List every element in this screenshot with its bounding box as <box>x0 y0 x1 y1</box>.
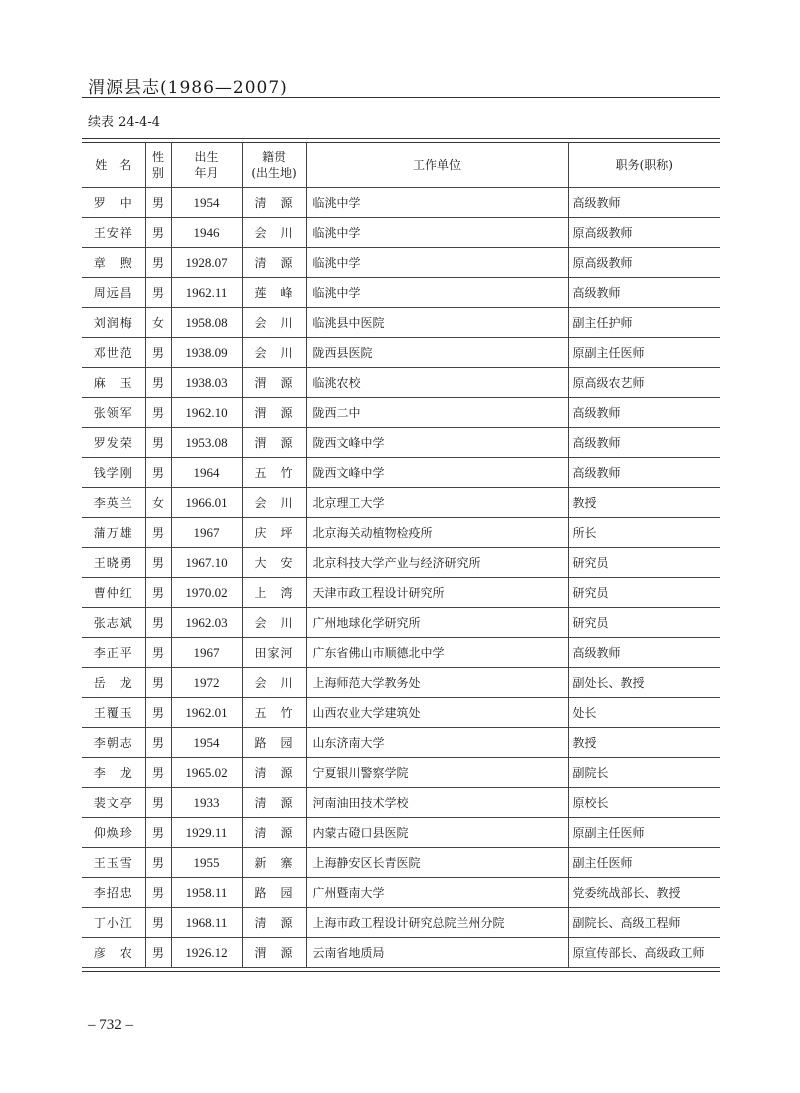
table-row <box>82 608 720 638</box>
table-row <box>82 188 720 218</box>
cell-birth: 1972 <box>171 668 242 698</box>
personnel-table <box>82 142 720 968</box>
cell-birth: 1962.10 <box>171 398 242 428</box>
table-row <box>82 578 720 608</box>
cell-title: 原副主任医师 <box>568 818 720 848</box>
table-row <box>82 698 720 728</box>
cell-birth: 1958.08 <box>171 308 242 338</box>
table-body <box>82 188 720 968</box>
cell-name: 岳 龙 <box>82 668 145 698</box>
table-row <box>82 818 720 848</box>
cell-sex: 男 <box>145 698 171 728</box>
cell-name: 李招忠 <box>82 878 145 908</box>
cell-title: 教授 <box>568 488 720 518</box>
table-row <box>82 668 720 698</box>
cell-sex: 女 <box>145 308 171 338</box>
cell-unit: 广东省佛山市顺德北中学 <box>306 638 568 668</box>
cell-title: 高级教师 <box>568 188 720 218</box>
cell-origin: 上 湾 <box>242 578 306 608</box>
cell-unit: 上海静安区长青医院 <box>306 848 568 878</box>
cell-origin: 清 源 <box>242 908 306 938</box>
column-header-birth: 出生 年月 <box>171 143 242 188</box>
cell-sex: 男 <box>145 788 171 818</box>
cell-unit: 河南油田技术学校 <box>306 788 568 818</box>
table-row <box>82 518 720 548</box>
cell-origin: 会 川 <box>242 338 306 368</box>
cell-title: 副处长、教授 <box>568 668 720 698</box>
cell-unit: 临洮农校 <box>306 368 568 398</box>
cell-name: 蒲万雄 <box>82 518 145 548</box>
cell-title: 处长 <box>568 698 720 728</box>
table-bottom-rule <box>82 971 720 972</box>
cell-birth: 1946 <box>171 218 242 248</box>
cell-unit: 临洮中学 <box>306 278 568 308</box>
cell-sex: 男 <box>145 938 171 968</box>
cell-birth: 1962.01 <box>171 698 242 728</box>
table-row <box>82 548 720 578</box>
cell-name: 李 龙 <box>82 758 145 788</box>
cell-sex: 男 <box>145 428 171 458</box>
table-row <box>82 278 720 308</box>
cell-birth: 1938.03 <box>171 368 242 398</box>
cell-origin: 会 川 <box>242 218 306 248</box>
cell-title: 高级教师 <box>568 458 720 488</box>
cell-sex: 男 <box>145 668 171 698</box>
cell-sex: 男 <box>145 848 171 878</box>
table-row <box>82 368 720 398</box>
cell-name: 王覆玉 <box>82 698 145 728</box>
cell-unit: 山东济南大学 <box>306 728 568 758</box>
cell-origin: 五 竹 <box>242 458 306 488</box>
cell-name: 丁小江 <box>82 908 145 938</box>
cell-title: 副院长 <box>568 758 720 788</box>
cell-unit: 北京科技大学产业与经济研究所 <box>306 548 568 578</box>
cell-name: 钱学刚 <box>82 458 145 488</box>
table-row <box>82 758 720 788</box>
cell-origin: 莲 峰 <box>242 278 306 308</box>
cell-origin: 清 源 <box>242 248 306 278</box>
cell-title: 原宣传部长、高级政工师 <box>568 938 720 968</box>
cell-title: 高级教师 <box>568 638 720 668</box>
table-row <box>82 878 720 908</box>
cell-sex: 男 <box>145 908 171 938</box>
table-row <box>82 338 720 368</box>
cell-sex: 女 <box>145 488 171 518</box>
cell-birth: 1954 <box>171 188 242 218</box>
cell-origin: 清 源 <box>242 758 306 788</box>
cell-unit: 云南省地质局 <box>306 938 568 968</box>
cell-unit: 天津市政工程设计研究所 <box>306 578 568 608</box>
cell-title: 副主任医师 <box>568 848 720 878</box>
cell-sex: 男 <box>145 578 171 608</box>
table-row <box>82 398 720 428</box>
page-header-title: 渭源县志(1986—2007) <box>88 78 288 98</box>
cell-name: 李朝志 <box>82 728 145 758</box>
cell-unit: 陇西文峰中学 <box>306 428 568 458</box>
cell-name: 王晓勇 <box>82 548 145 578</box>
cell-title: 研究员 <box>568 608 720 638</box>
cell-origin: 路 园 <box>242 878 306 908</box>
cell-birth: 1933 <box>171 788 242 818</box>
cell-birth: 1926.12 <box>171 938 242 968</box>
cell-origin: 渭 源 <box>242 398 306 428</box>
cell-birth: 1955 <box>171 848 242 878</box>
cell-birth: 1954 <box>171 728 242 758</box>
cell-origin: 田家河 <box>242 638 306 668</box>
cell-title: 原副主任医师 <box>568 338 720 368</box>
cell-unit: 内蒙古磴口县医院 <box>306 818 568 848</box>
cell-birth: 1958.11 <box>171 878 242 908</box>
cell-name: 王安祥 <box>82 218 145 248</box>
cell-origin: 大 安 <box>242 548 306 578</box>
cell-birth: 1967 <box>171 518 242 548</box>
cell-birth: 1967.10 <box>171 548 242 578</box>
cell-origin: 清 源 <box>242 188 306 218</box>
column-header-unit: 工作单位 <box>306 143 568 188</box>
cell-sex: 男 <box>145 608 171 638</box>
cell-sex: 男 <box>145 398 171 428</box>
cell-birth: 1929.11 <box>171 818 242 848</box>
cell-sex: 男 <box>145 728 171 758</box>
cell-name: 裴文亭 <box>82 788 145 818</box>
column-header-sex: 性 别 <box>145 143 171 188</box>
cell-birth: 1962.03 <box>171 608 242 638</box>
cell-unit: 广州地球化学研究所 <box>306 608 568 638</box>
cell-unit: 临洮中学 <box>306 248 568 278</box>
cell-title: 原校长 <box>568 788 720 818</box>
table-row <box>82 488 720 518</box>
cell-title: 原高级教师 <box>568 248 720 278</box>
cell-sex: 男 <box>145 518 171 548</box>
cell-birth: 1953.08 <box>171 428 242 458</box>
table-row <box>82 788 720 818</box>
cell-unit: 广州暨南大学 <box>306 878 568 908</box>
cell-title: 原高级农艺师 <box>568 368 720 398</box>
table-row <box>82 908 720 938</box>
cell-name: 周远昌 <box>82 278 145 308</box>
table-row <box>82 218 720 248</box>
cell-origin: 清 源 <box>242 818 306 848</box>
cell-unit: 上海市政工程设计研究总院兰州分院 <box>306 908 568 938</box>
cell-origin: 庆 坪 <box>242 518 306 548</box>
table-row <box>82 728 720 758</box>
cell-origin: 新 寨 <box>242 848 306 878</box>
cell-unit: 北京海关动植物检疫所 <box>306 518 568 548</box>
cell-birth: 1965.02 <box>171 758 242 788</box>
cell-origin: 清 源 <box>242 788 306 818</box>
cell-sex: 男 <box>145 338 171 368</box>
cell-title: 高级教师 <box>568 428 720 458</box>
cell-name: 王玉雪 <box>82 848 145 878</box>
cell-unit: 临洮中学 <box>306 188 568 218</box>
cell-unit: 临洮县中医院 <box>306 308 568 338</box>
cell-sex: 男 <box>145 278 171 308</box>
personnel-table-wrapper <box>82 138 720 972</box>
cell-name: 李正平 <box>82 638 145 668</box>
cell-name: 曹仲红 <box>82 578 145 608</box>
cell-sex: 男 <box>145 368 171 398</box>
cell-title: 原高级教师 <box>568 218 720 248</box>
cell-origin: 会 川 <box>242 488 306 518</box>
cell-name: 彦 农 <box>82 938 145 968</box>
cell-birth: 1962.11 <box>171 278 242 308</box>
cell-sex: 男 <box>145 218 171 248</box>
cell-unit: 山西农业大学建筑处 <box>306 698 568 728</box>
cell-title: 研究员 <box>568 548 720 578</box>
cell-unit: 陇西文峰中学 <box>306 458 568 488</box>
cell-origin: 渭 源 <box>242 368 306 398</box>
cell-unit: 宁夏银川警察学院 <box>306 758 568 788</box>
cell-origin: 会 川 <box>242 668 306 698</box>
cell-sex: 男 <box>145 878 171 908</box>
cell-birth: 1928.07 <box>171 248 242 278</box>
cell-name: 张志斌 <box>82 608 145 638</box>
cell-sex: 男 <box>145 548 171 578</box>
column-header-name: 姓 名 <box>82 143 145 188</box>
cell-origin: 会 川 <box>242 308 306 338</box>
cell-name: 刘润梅 <box>82 308 145 338</box>
cell-sex: 男 <box>145 638 171 668</box>
table-row <box>82 848 720 878</box>
cell-sex: 男 <box>145 758 171 788</box>
cell-name: 罗发荣 <box>82 428 145 458</box>
cell-title: 所长 <box>568 518 720 548</box>
table-row <box>82 248 720 278</box>
table-caption: 续表 24-4-4 <box>88 115 161 130</box>
table-row <box>82 638 720 668</box>
cell-name: 邓世范 <box>82 338 145 368</box>
cell-unit: 陇西县医院 <box>306 338 568 368</box>
table-row <box>82 938 720 968</box>
cell-sex: 男 <box>145 248 171 278</box>
cell-birth: 1968.11 <box>171 908 242 938</box>
cell-title: 高级教师 <box>568 398 720 428</box>
cell-sex: 男 <box>145 458 171 488</box>
cell-title: 副院长、高级工程师 <box>568 908 720 938</box>
cell-birth: 1966.01 <box>171 488 242 518</box>
cell-sex: 男 <box>145 188 171 218</box>
table-header-row <box>82 143 720 188</box>
cell-sex: 男 <box>145 818 171 848</box>
column-header-title: 职务(职称) <box>568 143 720 188</box>
cell-origin: 五 竹 <box>242 698 306 728</box>
column-header-origin: 籍贯 (出生地) <box>242 143 306 188</box>
cell-unit: 上海师范大学教务处 <box>306 668 568 698</box>
cell-origin: 渭 源 <box>242 938 306 968</box>
cell-title: 副主任护师 <box>568 308 720 338</box>
cell-name: 李英兰 <box>82 488 145 518</box>
table-row <box>82 428 720 458</box>
cell-origin: 路 园 <box>242 728 306 758</box>
table-row <box>82 308 720 338</box>
table-top-rule <box>82 138 720 139</box>
cell-unit: 北京理工大学 <box>306 488 568 518</box>
cell-title: 党委统战部长、教授 <box>568 878 720 908</box>
cell-title: 教授 <box>568 728 720 758</box>
cell-name: 罗 中 <box>82 188 145 218</box>
cell-unit: 临洮中学 <box>306 218 568 248</box>
cell-title: 研究员 <box>568 578 720 608</box>
cell-birth: 1964 <box>171 458 242 488</box>
cell-title: 高级教师 <box>568 278 720 308</box>
cell-birth: 1938.09 <box>171 338 242 368</box>
cell-name: 章 煦 <box>82 248 145 278</box>
cell-birth: 1970.02 <box>171 578 242 608</box>
cell-name: 张领军 <box>82 398 145 428</box>
table-row <box>82 458 720 488</box>
cell-origin: 渭 源 <box>242 428 306 458</box>
cell-unit: 陇西二中 <box>306 398 568 428</box>
cell-name: 麻 玉 <box>82 368 145 398</box>
header-rule <box>82 97 720 98</box>
cell-origin: 会 川 <box>242 608 306 638</box>
page-number: – 732 – <box>88 1017 133 1033</box>
cell-birth: 1967 <box>171 638 242 668</box>
cell-name: 仰焕珍 <box>82 818 145 848</box>
